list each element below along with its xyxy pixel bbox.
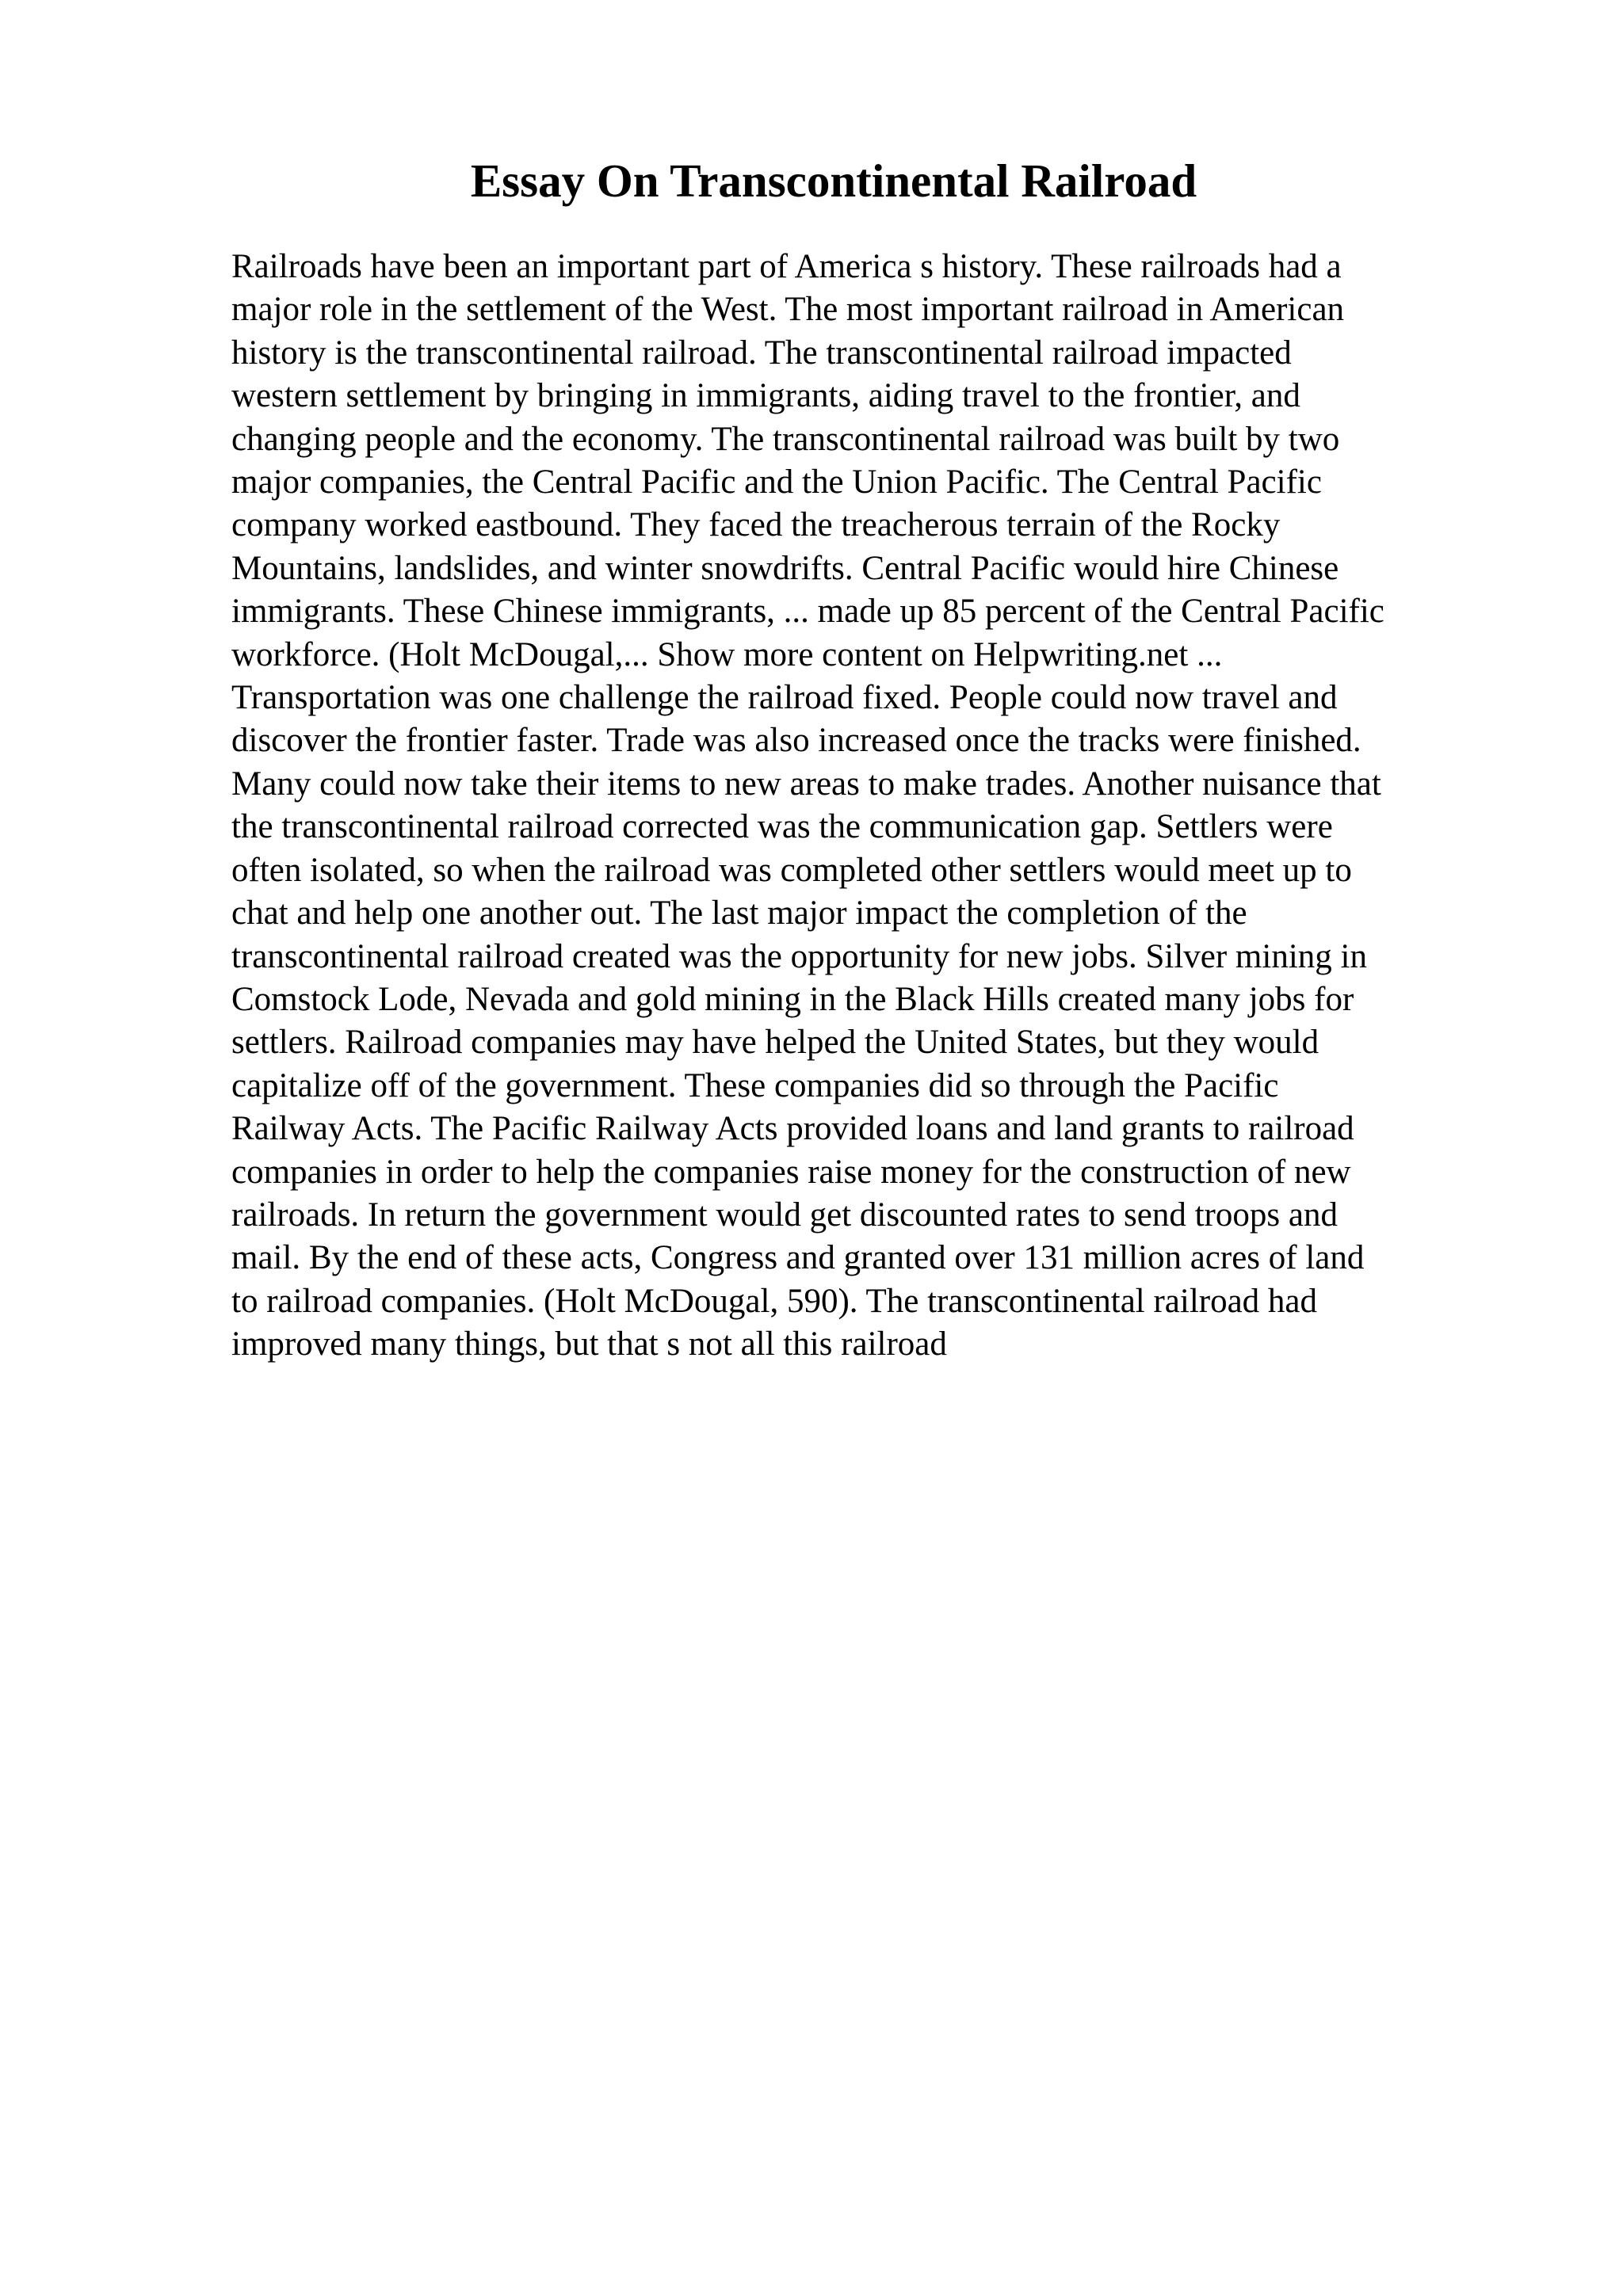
body-line: company worked eastbound. They faced the treacherous terrain of the Rocky — [231, 506, 1281, 544]
body-line: major companies, the Central Pacific and the Union Pacific. The Central Pacific — [231, 463, 1322, 502]
body-line: Comstock Lode, Nevada and gold mining in the Black Hills created many jobs for — [231, 980, 1354, 1018]
body-line: improved many things, but that s not all this railroad — [231, 1325, 947, 1363]
body-line: discover the frontier faster. Trade was also increased once the tracks were finished. — [231, 722, 1361, 760]
body-line: Railway Acts. The Pacific Railway Acts provided loans and land grants to railroad — [231, 1110, 1354, 1148]
body-line: workforce. (Holt McDougal,... Show more content on Helpwriting.net ... — [231, 635, 1223, 673]
body-line: capitalize off of the government. These companies did so through the Pacific — [231, 1066, 1279, 1104]
body-line: often isolated, so when the railroad was completed other settlers would meet up to — [231, 851, 1352, 889]
body-line: chat and help one another out. The last major impact the completion of the — [231, 894, 1247, 933]
body-line: companies in order to help the companies raise money for the construction of new — [231, 1153, 1351, 1191]
body-line: immigrants. These Chinese immigrants, ... made up 85 percent of the Central Pacific — [231, 593, 1384, 631]
page-title: Essay On Transcontinental Railroad — [470, 154, 1197, 207]
body-line: Railroads have been an important part of America s history. These railroads had a — [231, 248, 1342, 285]
body-line: settlers. Railroad companies may have helped the United States, but they would — [231, 1024, 1319, 1062]
body-line: transcontinental railroad created was the opportunity for new jobs. Silver mining in — [231, 937, 1367, 975]
body-line: Transportation was one challenge the railroad fixed. People could now travel and — [231, 679, 1338, 717]
essay-body — [231, 246, 1579, 1367]
body-line: western settlement by bringing in immigrants, aiding travel to the frontier, and — [231, 377, 1300, 415]
body-line: history is the transcontinental railroad. The transcontinental railroad impacted — [231, 334, 1292, 372]
body-line: mail. By the end of these acts, Congress and granted over 131 million acres of land — [231, 1239, 1365, 1277]
body-line: Many could now take their items to new areas to make trades. Another nuisance that — [231, 765, 1381, 803]
body-line: changing people and the economy. The transcontinental railroad was built by two — [231, 420, 1340, 458]
body-line: the transcontinental railroad corrected was the communication gap. Settlers were — [231, 808, 1333, 846]
body-line: Mountains, landslides, and winter snowdrifts. Central Pacific would hire Chinese — [231, 549, 1339, 587]
body-line: railroads. In return the government would get discounted rates to send troops and — [231, 1196, 1338, 1234]
body-line: major role in the settlement of the West. The most important railroad in American — [231, 291, 1345, 329]
body-line: to railroad companies. (Holt McDougal, 590). The transcontinental railroad had — [231, 1282, 1318, 1320]
